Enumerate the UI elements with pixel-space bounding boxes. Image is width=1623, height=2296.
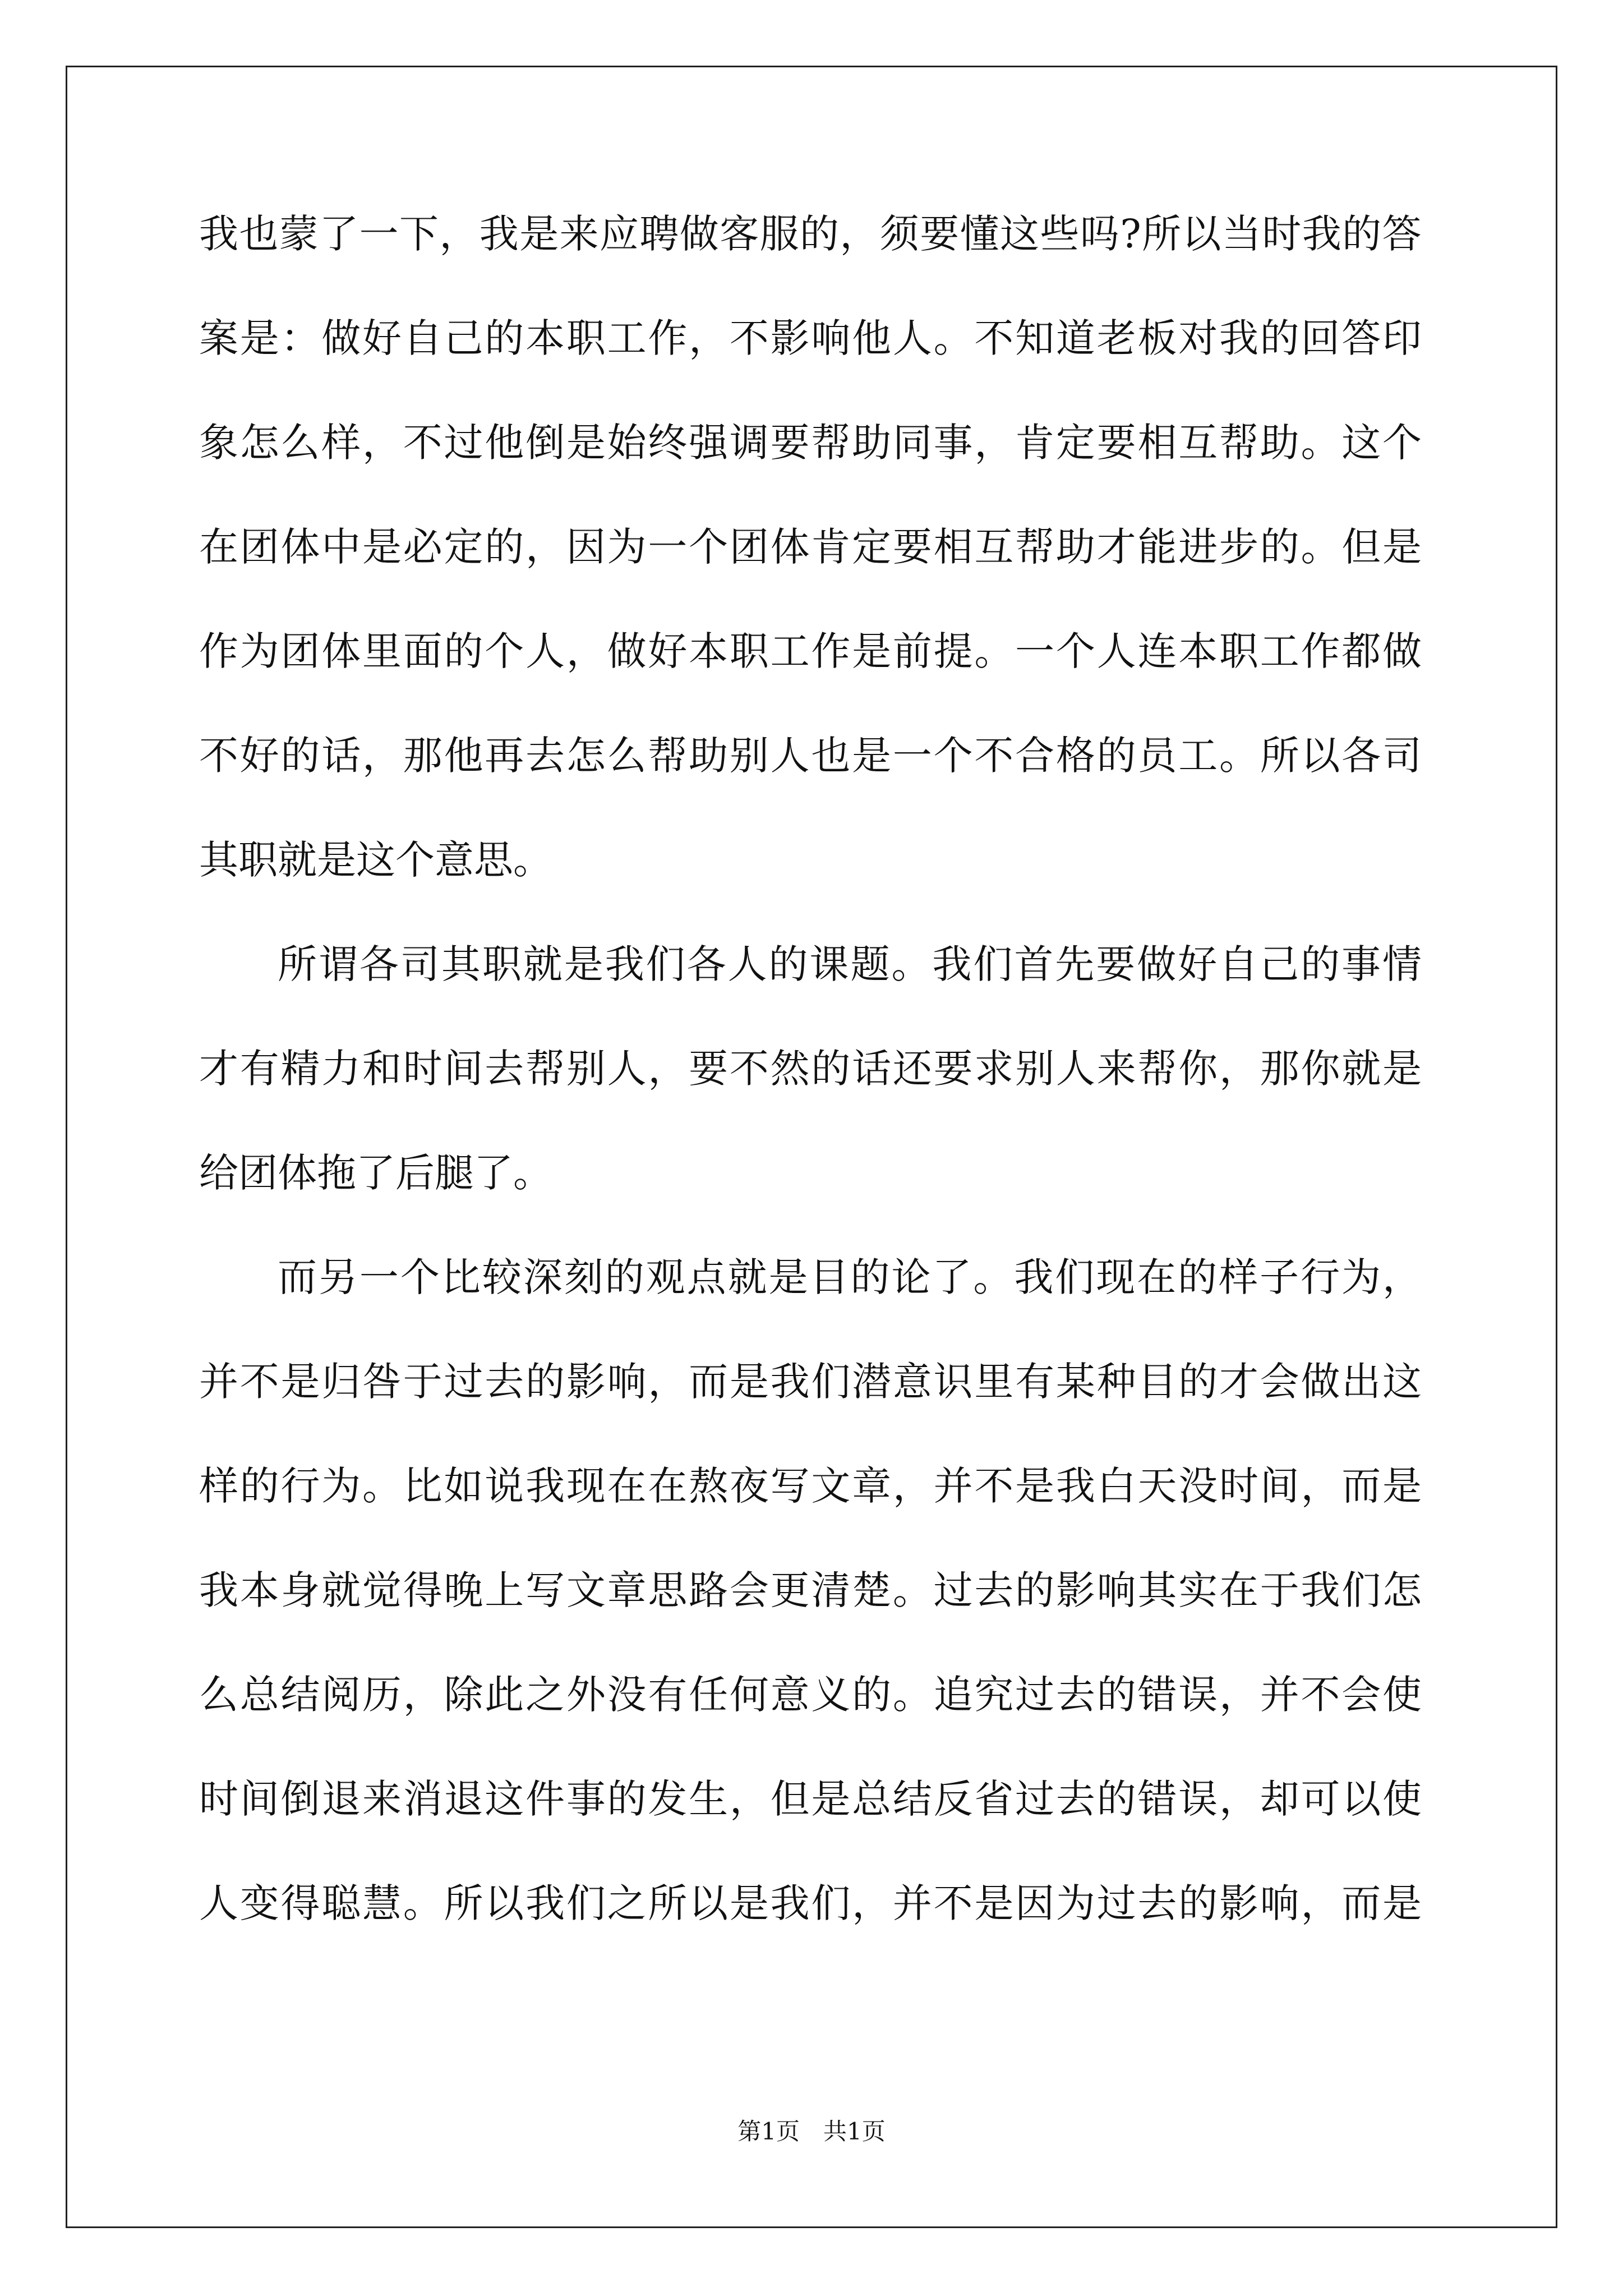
text-line: 人变得聪慧。所以我们之所以是我们，并不是因为过去的影响，而是 — [199, 1880, 1423, 1926]
text-line: 时间倒退来消退这件事的发生，但是总结反省过去的错误，却可以使 — [199, 1776, 1423, 1822]
text-line: 我也蒙了一下，我是来应聘做客服的，须要懂这些吗?所以当时我的答 — [199, 211, 1422, 257]
text-line: 作为团体里面的个人，做好本职工作是前提。一个人连本职工作都做 — [199, 628, 1423, 674]
text-line: 不好的话，那他再去怎么帮助别人也是一个不合格的员工。所以各司 — [199, 733, 1423, 779]
text-line: 并不是归咎于过去的影响，而是我们潜意识里有某种目的才会做出这 — [199, 1359, 1423, 1405]
text-line: 案是：做好自己的本职工作，不影响他人。不知道老板对我的回答印 — [199, 315, 1423, 361]
text-line: 象怎么样，不过他倒是始终强调要帮助同事，肯定要相互帮助。这个 — [199, 420, 1423, 466]
text-line: 样的行为。比如说我现在在熬夜写文章，并不是我白天没时间，而是 — [199, 1463, 1423, 1509]
paragraph-first-line: 而另一个比较深刻的观点就是目的论了。我们现在的样子行为， — [278, 1254, 1423, 1300]
page-number-footer: 第1页 共1页 — [737, 2118, 886, 2145]
text-line: 其职就是这个意思。 — [199, 837, 552, 883]
text-line: 么总结阅历，除此之外没有任何意义的。追究过去的错误，并不会使 — [199, 1672, 1423, 1718]
text-line: 才有精力和时间去帮别人，要不然的话还要求别人来帮你，那你就是 — [199, 1046, 1423, 1092]
text-line: 在团体中是必定的，因为一个团体肯定要相互帮助才能进步的。但是 — [199, 524, 1423, 570]
text-line: 给团体拖了后腿了。 — [199, 1150, 552, 1196]
text-line: 我本身就觉得晚上写文章思路会更清楚。过去的影响其实在于我们怎 — [199, 1567, 1423, 1613]
paragraph-first-line: 所谓各司其职就是我们各人的课题。我们首先要做好自己的事情 — [278, 941, 1423, 987]
